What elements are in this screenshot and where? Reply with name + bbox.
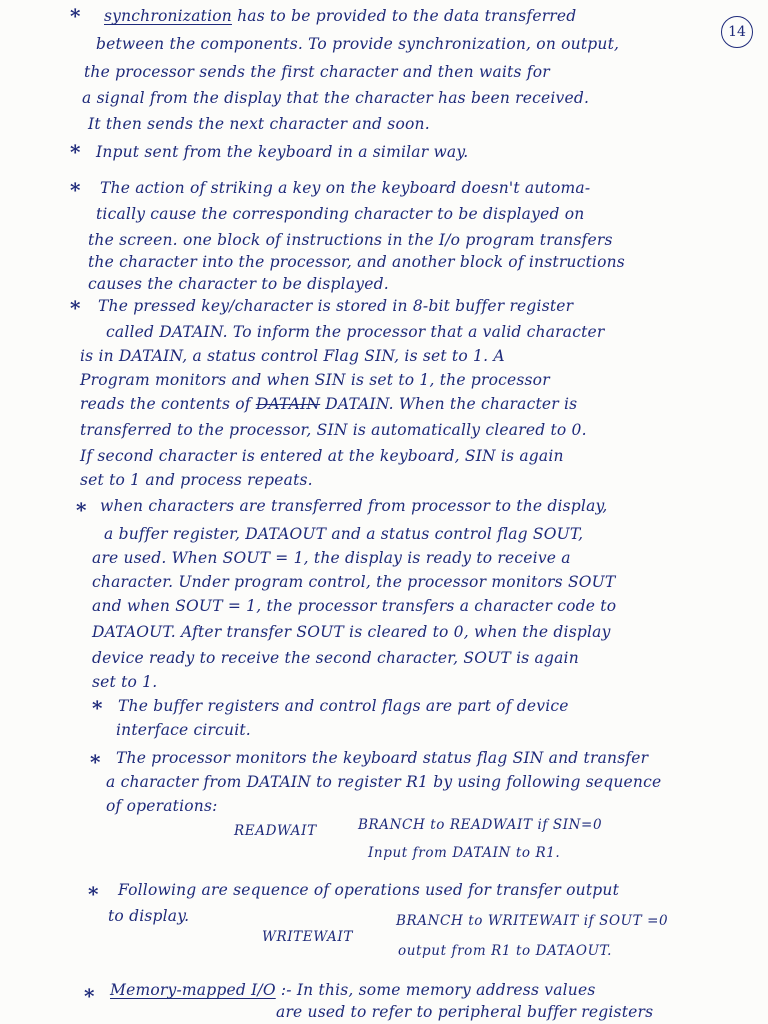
text-line: The buffer registers and control flags are part of device: [118, 697, 569, 715]
text-line: DATAOUT. After transfer SOUT is cleared to 0, when the display: [92, 623, 611, 641]
text-line: The action of striking a key on the keyboard doesn't automa-: [100, 179, 591, 197]
text-line: set to 1 and process repeats.: [80, 471, 313, 489]
text-line: It then sends the next character and soon.: [88, 115, 430, 133]
page-number: 14: [721, 16, 753, 48]
text-line: the processor sends the first character and then waits for: [84, 63, 550, 81]
text-line: Memory-mapped I/O :- In this, some memory address values: [110, 981, 596, 999]
text-line: called DATAIN. To inform the processor that a valid character: [106, 323, 605, 341]
text-line: Input sent from the keyboard in a similar way.: [96, 143, 469, 161]
bullet-star: *: [70, 296, 81, 320]
text-line: the screen. one block of instructions in the I/o program transfers: [88, 231, 613, 249]
bullet-star: *: [76, 498, 87, 522]
code-line: BRANCH to WRITEWAIT if SOUT =0: [396, 913, 669, 929]
text-line: device ready to receive the second character, SOUT is again: [92, 649, 579, 667]
text-line: If second character is entered at the keyboard, SIN is again: [80, 447, 564, 465]
text-line: interface circuit.: [116, 721, 251, 739]
text-line: are used to refer to peripheral buffer registers: [276, 1003, 654, 1021]
bullet-star: *: [70, 140, 81, 164]
text-line: reads the contents of DATAIN DATAIN. When the character is: [80, 395, 578, 413]
bullet-star: *: [70, 178, 81, 202]
code-label-readwait: READWAIT: [234, 823, 317, 839]
text-line: Following are sequence of operations used for transfer output: [118, 881, 620, 899]
bullet-star: *: [70, 4, 81, 28]
code-label-writewait: WRITEWAIT: [262, 929, 353, 945]
text-line: to display.: [108, 907, 190, 925]
text-line: tically cause the corresponding character to be displayed on: [96, 205, 585, 223]
text-line: of operations:: [106, 797, 218, 815]
text-line: a character from DATAIN to register R1 by using following sequence: [106, 773, 662, 791]
text-line: between the components. To provide synchronization, on output,: [96, 35, 620, 53]
text-line: a buffer register, DATAOUT and a status control flag SOUT,: [104, 525, 584, 543]
text-line: set to 1.: [92, 673, 158, 691]
underlined-heading: Memory-mapped I/O: [110, 981, 276, 999]
struck-out-word: DATAIN: [255, 395, 321, 413]
underlined-heading: synchronization: [104, 7, 232, 25]
bullet-star: *: [90, 750, 101, 774]
text-line: transferred to the processor, SIN is automatically cleared to 0.: [80, 421, 587, 439]
text-line: are used. When SOUT = 1, the display is ready to receive a: [92, 549, 571, 567]
text-line: when characters are transferred from processor to the display,: [100, 497, 608, 515]
text-line: the character into the processor, and another block of instructions: [88, 253, 625, 271]
text-line: and when SOUT = 1, the processor transfers a character code to: [92, 597, 617, 615]
text-line: The pressed key/character is stored in 8-bit buffer register: [98, 297, 574, 315]
text-line: character. Under program control, the processor monitors SOUT: [92, 573, 616, 591]
text-line: synchronization has to be provided to the data transferred: [104, 7, 577, 25]
code-line: BRANCH to READWAIT if SIN=0: [358, 817, 603, 833]
text-line: causes the character to be displayed.: [88, 275, 389, 293]
text-line: Program monitors and when SIN is set to 1, the processor: [80, 371, 550, 389]
bullet-star: *: [92, 696, 103, 720]
bullet-star: *: [88, 882, 99, 906]
code-line: Input from DATAIN to R1.: [368, 845, 561, 861]
text-line: a signal from the display that the character has been received.: [82, 89, 590, 107]
bullet-star: *: [84, 984, 95, 1008]
code-line: output from R1 to DATAOUT.: [398, 943, 613, 959]
text-line: The processor monitors the keyboard status flag SIN and transfer: [116, 749, 649, 767]
text-line: is in DATAIN, a status control Flag SIN, is set to 1. A: [80, 347, 505, 365]
